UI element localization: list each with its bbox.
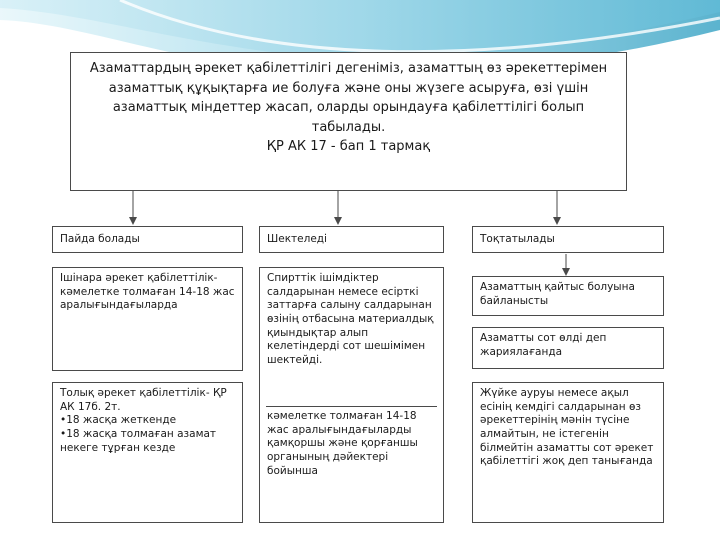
partial-capacity-text: Ішінара әрекет қабілеттілік- кәмелетке толмаған 14-18 жас аралығындағыларда	[60, 272, 235, 312]
incapacity-box	[472, 382, 664, 523]
limited-alcohol-text: Спирттік ішімдіктер салдарынан немесе есірткі заттарға салыну салдарынан өзінің отбасына материалдық қиындықтар алып келетіндерді сот шешімімен шектейді.	[267, 272, 434, 366]
partial-capacity-box	[52, 267, 243, 371]
full-capacity-text: Толық әрекет қабілеттілік- ҚР АК 17б. 2т.	[60, 387, 227, 413]
bullet-item: •18 жасқа толмаған азамат некеге тұрған кезде	[60, 427, 217, 454]
header-limited: Шектеледі	[259, 226, 444, 253]
header-terminated: Тоқтатылады	[472, 226, 664, 253]
limited-box	[259, 267, 444, 523]
limited-minors-text: кәмелетке толмаған 14-18 жас аралығындағыларды қамқоршы және қорғаншы органының дәйектері бойынша	[267, 410, 418, 477]
header-arises: Пайда болады	[52, 226, 243, 253]
declared-dead-text: Азаматты сот өлді деп жариялағанда	[480, 332, 607, 358]
full-capacity-bullets	[60, 414, 235, 455]
definition-box	[70, 52, 627, 191]
death-box	[472, 276, 664, 316]
limited-divider	[266, 406, 437, 407]
bullet-item: •18 жасқа жеткенде	[60, 414, 177, 427]
incapacity-text: Жүйке ауруы немесе ақыл есінің кемдігі салдарынан өз әрекеттерінің мәнін түсіне алмайтын, не істегенін білмейтін азаматты сот әрекет қабілеттігі жоқ деп танығанда	[480, 387, 654, 468]
death-text: Азаматтың қайтыс болуына байланысты	[480, 281, 635, 307]
full-capacity-box	[52, 382, 243, 523]
definition-text: Азаматтардың әрекет қабілеттілігі дегеніміз, азаматтың өз әрекеттерімен азаматтық құқықтарға ие болуға және оны жүзеге асыруға, өзі үшін азаматтық міндеттер жасап, оларды орындауға қабілеттілігі болып табылады.	[89, 61, 608, 135]
declared-dead-box	[472, 327, 664, 369]
definition-reference: ҚР АК 17 - бап 1 тармақ	[266, 139, 431, 154]
